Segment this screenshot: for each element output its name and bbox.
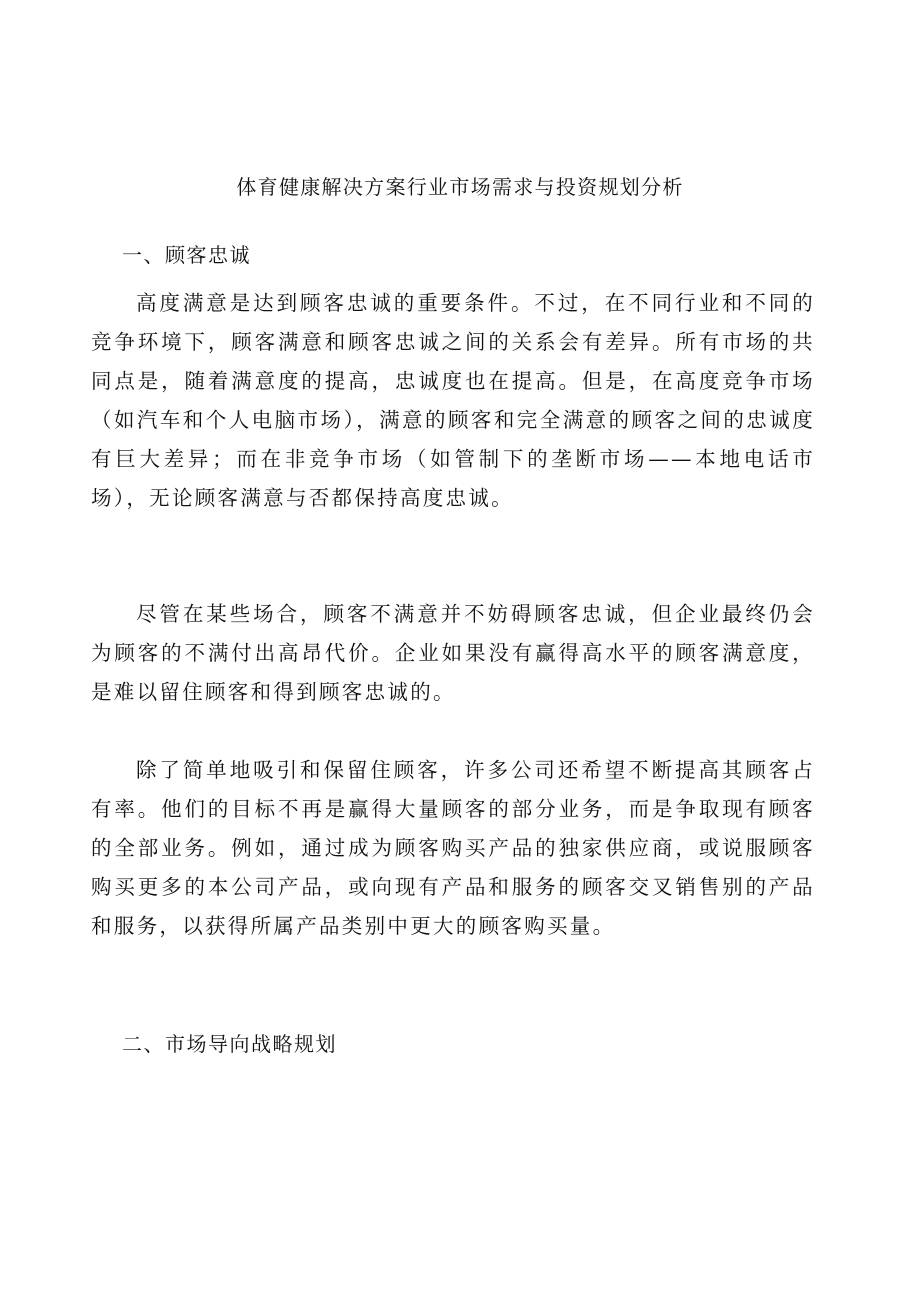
section-heading-customer-loyalty: 一、顾客忠诚: [122, 243, 251, 267]
paragraph-dissatisfaction-cost: 尽管在某些场合，顾客不满意并不妨碍顾客忠诚，但企业最终仍会为顾客的不满付出高昂代价。企业如果没有赢得高水平的顾客满意度，是难以留住顾客和得到顾客忠诚的。: [91, 602, 815, 704]
section-heading-market-strategy: 二、市场导向战略规划: [122, 1032, 337, 1056]
document-title: 体育健康解决方案行业市场需求与投资规划分析: [236, 175, 684, 199]
paragraph-customer-share: 除了简单地吸引和保留住顾客，许多公司还希望不断提高其顾客占有率。他们的目标不再是赢得大量顾客的部分业务，而是争取现有顾客的全部业务。例如，通过成为顾客购买产品的独家供应商，或说服顾客购买更多的本公司产品，或向现有产品和服务的顾客交叉销售别的产品和服务，以获得所属产品类别中更大的顾客购买量。: [91, 758, 815, 938]
paragraph-satisfaction-loyalty: 高度满意是达到顾客忠诚的重要条件。不过，在不同行业和不同的竞争环境下，顾客满意和顾客忠诚之间的关系会有差异。所有市场的共同点是，随着满意度的提高，忠诚度也在提高。但是，在高度竞争市场（如汽车和个人电脑市场），满意的顾客和完全满意的顾客之间的忠诚度有巨大差异；而在非竞争市场（如管制下的垄断市场——本地电话市场），无论顾客满意与否都保持高度忠诚。: [91, 291, 815, 510]
